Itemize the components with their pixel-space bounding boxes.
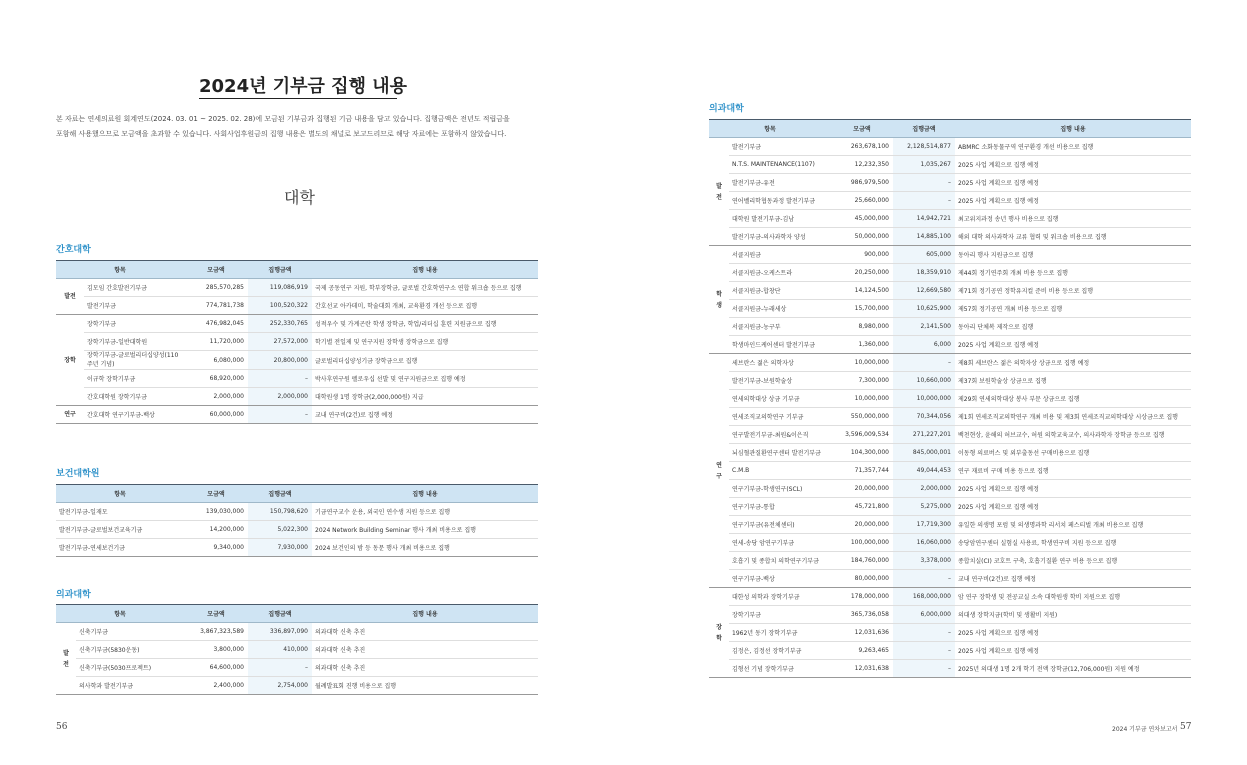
header-raised: 모금액 — [184, 261, 248, 279]
cell-item: 발전기부금 — [84, 297, 184, 315]
cell-raised: 14,124,500 — [831, 282, 893, 300]
table-row — [709, 426, 1191, 444]
cell-item: 연구기부금-학생연구(SCL) — [729, 480, 831, 498]
cell-item: 연구발전기부금-최원&이은직 — [729, 426, 831, 444]
cell-item: 연세의학대상 상금 기부금 — [729, 390, 831, 408]
cell-spent: – — [248, 406, 312, 424]
cell-spent: 2,141,500 — [893, 318, 955, 336]
cell-detail: 국제 공동연구 지원, 학부장학금, 글로벌 간호학연구소 연합 워크숍 등으로 집행 — [312, 279, 538, 297]
table-row — [709, 264, 1191, 282]
cell-item: 발전기부금-유전 — [729, 174, 831, 192]
cell-detail: 이동형 의료버스 및 외부출동선 구매비용으로 집행 — [955, 444, 1191, 462]
table-row — [709, 642, 1191, 660]
cell-detail: 의과대학 신축 추진 — [312, 641, 538, 659]
cell-item: 호흡기 및 종합치 의학연구기부금 — [729, 552, 831, 570]
cell-detail: 2025 사업 계획으로 집행 예정 — [955, 174, 1191, 192]
table-row — [709, 660, 1191, 678]
cell-raised: 25,660,000 — [831, 192, 893, 210]
left-page — [0, 0, 623, 765]
intro-line-1: 본 자료는 연세의료원 회계연도(2024. 03. 01 ~ 2025. 02. 28)에 모금된 기부금과 집행된 기금 내용을 담고 있습니다. 집행금액은 전년도 적립금을 — [56, 115, 510, 123]
table-row — [56, 279, 538, 297]
group-label: 연구 — [56, 406, 84, 424]
page-title: 2024년 기부금 집행 내용 — [199, 76, 408, 97]
table-row — [56, 539, 538, 557]
table-row — [709, 588, 1191, 606]
cell-raised: 60,000,000 — [184, 406, 248, 424]
table-row — [56, 333, 538, 351]
cell-raised: 9,340,000 — [184, 539, 248, 557]
cell-spent: – — [893, 660, 955, 678]
cell-item: 연세-송당 암연구기부금 — [729, 534, 831, 552]
cell-raised: 8,980,000 — [831, 318, 893, 336]
table-row — [56, 641, 538, 659]
table-row — [709, 552, 1191, 570]
cell-raised: 20,000,000 — [831, 516, 893, 534]
cell-detail: 의대생 장학지금(학비 및 생활비 지원) — [955, 606, 1191, 624]
group-label: 장학 — [56, 315, 84, 406]
table-row — [56, 677, 538, 695]
cell-spent: 2,128,514,877 — [893, 138, 955, 156]
cell-detail: 암 연구 장학생 및 전공교실 소속 대학원생 학비 지원으로 집행 — [955, 588, 1191, 606]
table-row — [709, 156, 1191, 174]
page-number-left: 56 — [56, 722, 68, 732]
cell-item: 간호대학 연구기부금-백상 — [84, 406, 184, 424]
cell-raised: 986,979,500 — [831, 174, 893, 192]
cell-spent: 5,022,300 — [248, 521, 312, 539]
cell-raised: 45,721,800 — [831, 498, 893, 516]
cell-detail: 제57회 정기공연 개최 비용 등으로 집행 — [955, 300, 1191, 318]
header-spent: 집행금액 — [248, 605, 312, 623]
header-item: 항목 — [56, 605, 184, 623]
header-raised: 모금액 — [831, 120, 893, 138]
cell-detail: 제29회 연세의학대상 봉사 부문 상금으로 집행 — [955, 390, 1191, 408]
cell-raised: 71,357,744 — [831, 462, 893, 480]
header-detail: 집행 내용 — [312, 261, 538, 279]
cell-raised: 20,000,000 — [831, 480, 893, 498]
cell-item: 발전기부금 — [729, 138, 831, 156]
header-item: 항목 — [56, 485, 184, 503]
cell-spent: 271,227,201 — [893, 426, 955, 444]
cell-item: 서클지원금-농구부 — [729, 318, 831, 336]
cell-spent: 336,897,090 — [248, 623, 312, 641]
group-label: 발전 — [56, 279, 84, 315]
cell-raised: 10,000,000 — [831, 354, 893, 372]
cell-item: C.M.B — [729, 462, 831, 480]
table-row — [56, 406, 538, 424]
table-row — [56, 503, 538, 521]
cell-item: 연구기부금-백상 — [729, 570, 831, 588]
cell-spent: 168,000,000 — [893, 588, 955, 606]
cell-item: 신축기부금(5830운동) — [76, 641, 184, 659]
cell-spent: 150,798,620 — [248, 503, 312, 521]
table-row — [709, 210, 1191, 228]
cell-raised: 365,736,058 — [831, 606, 893, 624]
cell-spent: 16,060,000 — [893, 534, 955, 552]
cell-spent: – — [893, 174, 955, 192]
cell-raised: 1,360,000 — [831, 336, 893, 354]
table-row — [709, 246, 1191, 264]
table-row — [709, 138, 1191, 156]
medical-title: 의과대학 — [56, 590, 91, 600]
cell-item: 연구기부금(유전체센터) — [729, 516, 831, 534]
header-detail: 집행 내용 — [955, 120, 1191, 138]
table-row — [709, 300, 1191, 318]
cell-raised: 12,031,636 — [831, 624, 893, 642]
cell-spent: – — [893, 570, 955, 588]
cell-detail: ABMRC 소화동물구역 연구환경 개선 비용으로 집행 — [955, 138, 1191, 156]
table-row — [709, 318, 1191, 336]
cell-spent: 1,035,267 — [893, 156, 955, 174]
table-row — [709, 444, 1191, 462]
medical-detail-table — [709, 119, 1191, 678]
table-row — [709, 480, 1191, 498]
cell-spent: 605,000 — [893, 246, 955, 264]
cell-spent: – — [248, 659, 312, 677]
table-row — [709, 606, 1191, 624]
cell-raised: 2,000,000 — [184, 388, 248, 406]
table-row — [709, 534, 1191, 552]
table-row — [56, 315, 538, 333]
cell-detail: 대학원생 1명 장학금(2,000,000원) 지급 — [312, 388, 538, 406]
cell-detail: 기금연구교수 운용, 외국인 연수생 지원 등으로 집행 — [312, 503, 538, 521]
cell-raised: 178,000,000 — [831, 588, 893, 606]
health-table — [56, 484, 538, 557]
table-row — [709, 390, 1191, 408]
cell-item: 장학기부금-글로벌리더십양성(110주년 기념) — [84, 351, 184, 370]
cell-detail: 월례발표회 진행 비용으로 집행 — [312, 677, 538, 695]
table-row — [56, 351, 538, 370]
cell-detail: 2024 Network Building Seminar 행사 개최 비용으로 집행 — [312, 521, 538, 539]
cell-raised: 100,000,000 — [831, 534, 893, 552]
table-row — [709, 372, 1191, 390]
cell-detail: 동아리 단체복 제작으로 집행 — [955, 318, 1191, 336]
cell-spent: – — [893, 642, 955, 660]
cell-detail: 글로벌리더십양성기금 장학금으로 집행 — [312, 351, 538, 370]
cell-item: 대학원 발전기부금-김남 — [729, 210, 831, 228]
cell-detail: 송당암연구센터 실험실 사용료, 학생연구비 지원 등으로 집행 — [955, 534, 1191, 552]
header-detail: 집행 내용 — [312, 485, 538, 503]
table-row — [709, 570, 1191, 588]
table-row — [709, 498, 1191, 516]
cell-raised: 10,000,000 — [831, 390, 893, 408]
table-row — [709, 624, 1191, 642]
header-spent: 집행금액 — [893, 120, 955, 138]
cell-item: N.T.S. MAINTENANCE(1107) — [729, 156, 831, 174]
table-row — [56, 521, 538, 539]
cell-item: 김형선 기념 장학기부금 — [729, 660, 831, 678]
cell-detail: 의과대학 신축 추진 — [312, 659, 538, 677]
cell-spent: 70,344,056 — [893, 408, 955, 426]
cell-detail: 유일한 의생명 포럼 및 의생명과학 리서치 페스티벌 개최 비용으로 집행 — [955, 516, 1191, 534]
table-row — [709, 174, 1191, 192]
cell-raised: 9,263,465 — [831, 642, 893, 660]
cell-detail: 2025 사업 계획으로 집행 예정 — [955, 156, 1191, 174]
footer-label: 2024 기부금 연차보고서 — [1112, 726, 1178, 733]
cell-spent: 3,378,000 — [893, 552, 955, 570]
cell-detail: 동아리 행사 지원금으로 집행 — [955, 246, 1191, 264]
cell-spent: 2,000,000 — [893, 480, 955, 498]
cell-item: 발전기부금-연세보건기금 — [56, 539, 184, 557]
cell-spent: 100,520,322 — [248, 297, 312, 315]
cell-detail: 박사후연구원 펠로우십 선발 및 연구지원금으로 집행 예정 — [312, 370, 538, 388]
section-heading: 대학 — [284, 188, 315, 207]
cell-spent: 845,000,001 — [893, 444, 955, 462]
cell-item: 김정은, 김정선 장학기부금 — [729, 642, 831, 660]
cell-spent: 12,669,580 — [893, 282, 955, 300]
cell-spent: 119,086,919 — [248, 279, 312, 297]
intro-line-2: 포함해 사용했으므로 모금액을 초과할 수 있습니다. 사회사업후원금의 집행 내용은 별도의 채널로 보고드리므로 해당 자료에는 포함하지 않았습니다. — [56, 130, 507, 138]
cell-detail: 교내 연구비(2건)로 집행 예정 — [955, 570, 1191, 588]
cell-raised: 3,867,323,589 — [184, 623, 248, 641]
cell-raised: 50,000,000 — [831, 228, 893, 246]
cell-spent: 2,754,000 — [248, 677, 312, 695]
cell-raised: 6,080,000 — [184, 351, 248, 370]
cell-detail: 학기별 전일제 및 연구지원 장학생 장학금으로 집행 — [312, 333, 538, 351]
cell-raised: 3,596,009,534 — [831, 426, 893, 444]
cell-detail: 간호선교 아카데미, 학술대회 개최, 교육환경 개선 등으로 집행 — [312, 297, 538, 315]
cell-item: 발전기부금-의사과학자 양성 — [729, 228, 831, 246]
cell-spent: 252,330,765 — [248, 315, 312, 333]
cell-item: 연세조직교의학연구 기부금 — [729, 408, 831, 426]
cell-item: 김모임 간호발전기부금 — [84, 279, 184, 297]
cell-detail: 제1회 연세조직교의학연구 개최 비용 및 제3회 연세조직교의학대상 시상금으로 집행 — [955, 408, 1191, 426]
nursing-title: 간호대학 — [56, 245, 91, 255]
cell-spent: 14,942,721 — [893, 210, 955, 228]
cell-spent: – — [893, 624, 955, 642]
cell-spent: 6,000,000 — [893, 606, 955, 624]
cell-spent: 10,000,000 — [893, 390, 955, 408]
cell-item: 1962년 동기 장학기부금 — [729, 624, 831, 642]
cell-raised: 14,200,000 — [184, 521, 248, 539]
cell-spent: – — [893, 354, 955, 372]
cell-raised: 80,000,000 — [831, 570, 893, 588]
table-row — [56, 297, 538, 315]
table-row — [709, 192, 1191, 210]
cell-item: 신축기부금(5030프로젝트) — [76, 659, 184, 677]
cell-spent: 6,000 — [893, 336, 955, 354]
header-item: 항목 — [709, 120, 831, 138]
cell-detail: 연구 재료비 구매 비용 등으로 집행 — [955, 462, 1191, 480]
table-row — [709, 228, 1191, 246]
cell-raised: 2,400,000 — [184, 677, 248, 695]
cell-item: 학생마인드케어센터 발전기부금 — [729, 336, 831, 354]
cell-raised: 64,600,000 — [184, 659, 248, 677]
group-label: 발 전 — [56, 623, 76, 695]
medical-title-right: 의과대학 — [709, 104, 744, 114]
cell-detail: 교내 연구비(2건)로 집행 예정 — [312, 406, 538, 424]
cell-detail: 해외 대학 의사과학자 교류 협력 및 워크숍 비용으로 집행 — [955, 228, 1191, 246]
cell-item: 장학기부금-일반대학원 — [84, 333, 184, 351]
cell-raised: 45,000,000 — [831, 210, 893, 228]
table-row — [56, 370, 538, 388]
intro-text — [56, 112, 546, 142]
cell-item: 서클지원금-합창단 — [729, 282, 831, 300]
cell-spent: 20,800,000 — [248, 351, 312, 370]
header-spent: 집행금액 — [248, 261, 312, 279]
cell-spent: 27,572,000 — [248, 333, 312, 351]
cell-raised: 11,720,000 — [184, 333, 248, 351]
cell-item: 연구기부금-통합 — [729, 498, 831, 516]
cell-raised: 68,920,000 — [184, 370, 248, 388]
cell-spent: 18,359,910 — [893, 264, 955, 282]
table-row — [709, 408, 1191, 426]
cell-detail: 2024 보건인의 밤 등 동문 행사 개최 비용으로 집행 — [312, 539, 538, 557]
cell-raised: 476,982,045 — [184, 315, 248, 333]
cell-spent: 10,660,000 — [893, 372, 955, 390]
cell-item: 장학기부금 — [84, 315, 184, 333]
medical-table — [56, 604, 538, 695]
cell-item: 신축기부금 — [76, 623, 184, 641]
cell-raised: 139,030,000 — [184, 503, 248, 521]
cell-detail: 2025 사업 계획으로 집행 예정 — [955, 480, 1191, 498]
cell-spent: 14,885,100 — [893, 228, 955, 246]
cell-raised: 3,800,000 — [184, 641, 248, 659]
cell-raised: 550,000,000 — [831, 408, 893, 426]
cell-spent: 2,000,000 — [248, 388, 312, 406]
cell-detail: 2025 사업 계획으로 집행 예정 — [955, 498, 1191, 516]
cell-spent: 17,719,300 — [893, 516, 955, 534]
group-label: 학 생 — [709, 246, 729, 354]
header-detail: 집행 내용 — [312, 605, 538, 623]
header-item: 항목 — [56, 261, 184, 279]
cell-detail: 의과대학 신축 추진 — [312, 623, 538, 641]
right-page — [624, 0, 1247, 765]
cell-detail: 2025 사업 계획으로 집행 예정 — [955, 192, 1191, 210]
cell-spent: 5,275,000 — [893, 498, 955, 516]
cell-raised: 15,700,000 — [831, 300, 893, 318]
table-row — [709, 516, 1191, 534]
cell-item: 발전기부금-일재모 — [56, 503, 184, 521]
cell-raised: 12,031,638 — [831, 660, 893, 678]
cell-spent: 7,930,000 — [248, 539, 312, 557]
cell-detail: 성적우수 및 가계곤란 학생 장학금, 학업/리더십 훈련 지원금으로 집행 — [312, 315, 538, 333]
table-row — [709, 354, 1191, 372]
table-row — [709, 282, 1191, 300]
cell-detail: 2025년 의대생 1명 2개 학기 전액 장학금(12,706,000원) 지원 예정 — [955, 660, 1191, 678]
cell-detail: 제44회 정기연주회 개최 비용 등으로 집행 — [955, 264, 1191, 282]
cell-item: 세브란스 젊은 의학자상 — [729, 354, 831, 372]
header-raised: 모금액 — [184, 605, 248, 623]
cell-item: 의사학과 발전기부금 — [76, 677, 184, 695]
cell-spent: – — [248, 370, 312, 388]
cell-raised: 900,000 — [831, 246, 893, 264]
cell-detail: 2025 사업 계획으로 집행 예정 — [955, 336, 1191, 354]
cell-detail: 2025 사업 계획으로 집행 예정 — [955, 642, 1191, 660]
header-raised: 모금액 — [184, 485, 248, 503]
cell-item: 이규학 장학기부금 — [84, 370, 184, 388]
cell-raised: 7,300,000 — [831, 372, 893, 390]
cell-item: 뇌심혈관질환연구센터 발전기부금 — [729, 444, 831, 462]
cell-raised: 774,781,738 — [184, 297, 248, 315]
health-title: 보건대학원 — [56, 469, 100, 479]
cell-detail: 최고위지과정 송년 행사 비용으로 집행 — [955, 210, 1191, 228]
cell-item: 간호대학원 장학기부금 — [84, 388, 184, 406]
cell-spent: 410,000 — [248, 641, 312, 659]
cell-raised: 263,678,100 — [831, 138, 893, 156]
cell-item: 서클지원금 — [729, 246, 831, 264]
cell-item: 발전기부금-글로벌보건교육기금 — [56, 521, 184, 539]
cell-detail: 2025 사업 계획으로 집행 예정 — [955, 624, 1191, 642]
header-spent: 집행금액 — [248, 485, 312, 503]
cell-raised: 20,250,000 — [831, 264, 893, 282]
cell-item: 장학기부금 — [729, 606, 831, 624]
cell-raised: 104,300,000 — [831, 444, 893, 462]
cell-raised: 184,760,000 — [831, 552, 893, 570]
cell-detail: 종합치실(CI) 코호트 구축, 호흡기질환 연구 비용 등으로 집행 — [955, 552, 1191, 570]
table-row — [709, 462, 1191, 480]
cell-detail: 제8회 세브란스 젊은 의학자상 상금으로 집행 예정 — [955, 354, 1191, 372]
cell-item: 발전기부금-보원학술상 — [729, 372, 831, 390]
cell-detail: 제37회 보원학술상 상금으로 집행 — [955, 372, 1191, 390]
cell-spent: – — [893, 192, 955, 210]
title-underline — [199, 98, 397, 99]
cell-spent: 49,044,453 — [893, 462, 955, 480]
cell-spent: 10,625,900 — [893, 300, 955, 318]
cell-item: 서클지원금-오케스트라 — [729, 264, 831, 282]
group-label: 장 학 — [709, 588, 729, 678]
group-label: 발 전 — [709, 138, 729, 246]
cell-raised: 285,570,285 — [184, 279, 248, 297]
page-number-right: 57 — [1180, 722, 1192, 732]
group-label: 연 구 — [709, 354, 729, 588]
nursing-table — [56, 260, 538, 424]
cell-raised: 12,232,350 — [831, 156, 893, 174]
table-row — [709, 336, 1191, 354]
cell-item: 대한성 의학과 장학기부금 — [729, 588, 831, 606]
table-row — [56, 659, 538, 677]
cell-detail: 제71회 정기공연 정학유지컬 준비 비용 등으로 집행 — [955, 282, 1191, 300]
table-row — [56, 388, 538, 406]
cell-item: 연어벨리학협동과정 발전기부금 — [729, 192, 831, 210]
cell-detail: 백천현상, 윤해의 허브교수, 허원 의학교육교수, 의사과학자 장학금 등으로 집행 — [955, 426, 1191, 444]
cell-item: 서클지원금-누래세상 — [729, 300, 831, 318]
table-row — [56, 623, 538, 641]
